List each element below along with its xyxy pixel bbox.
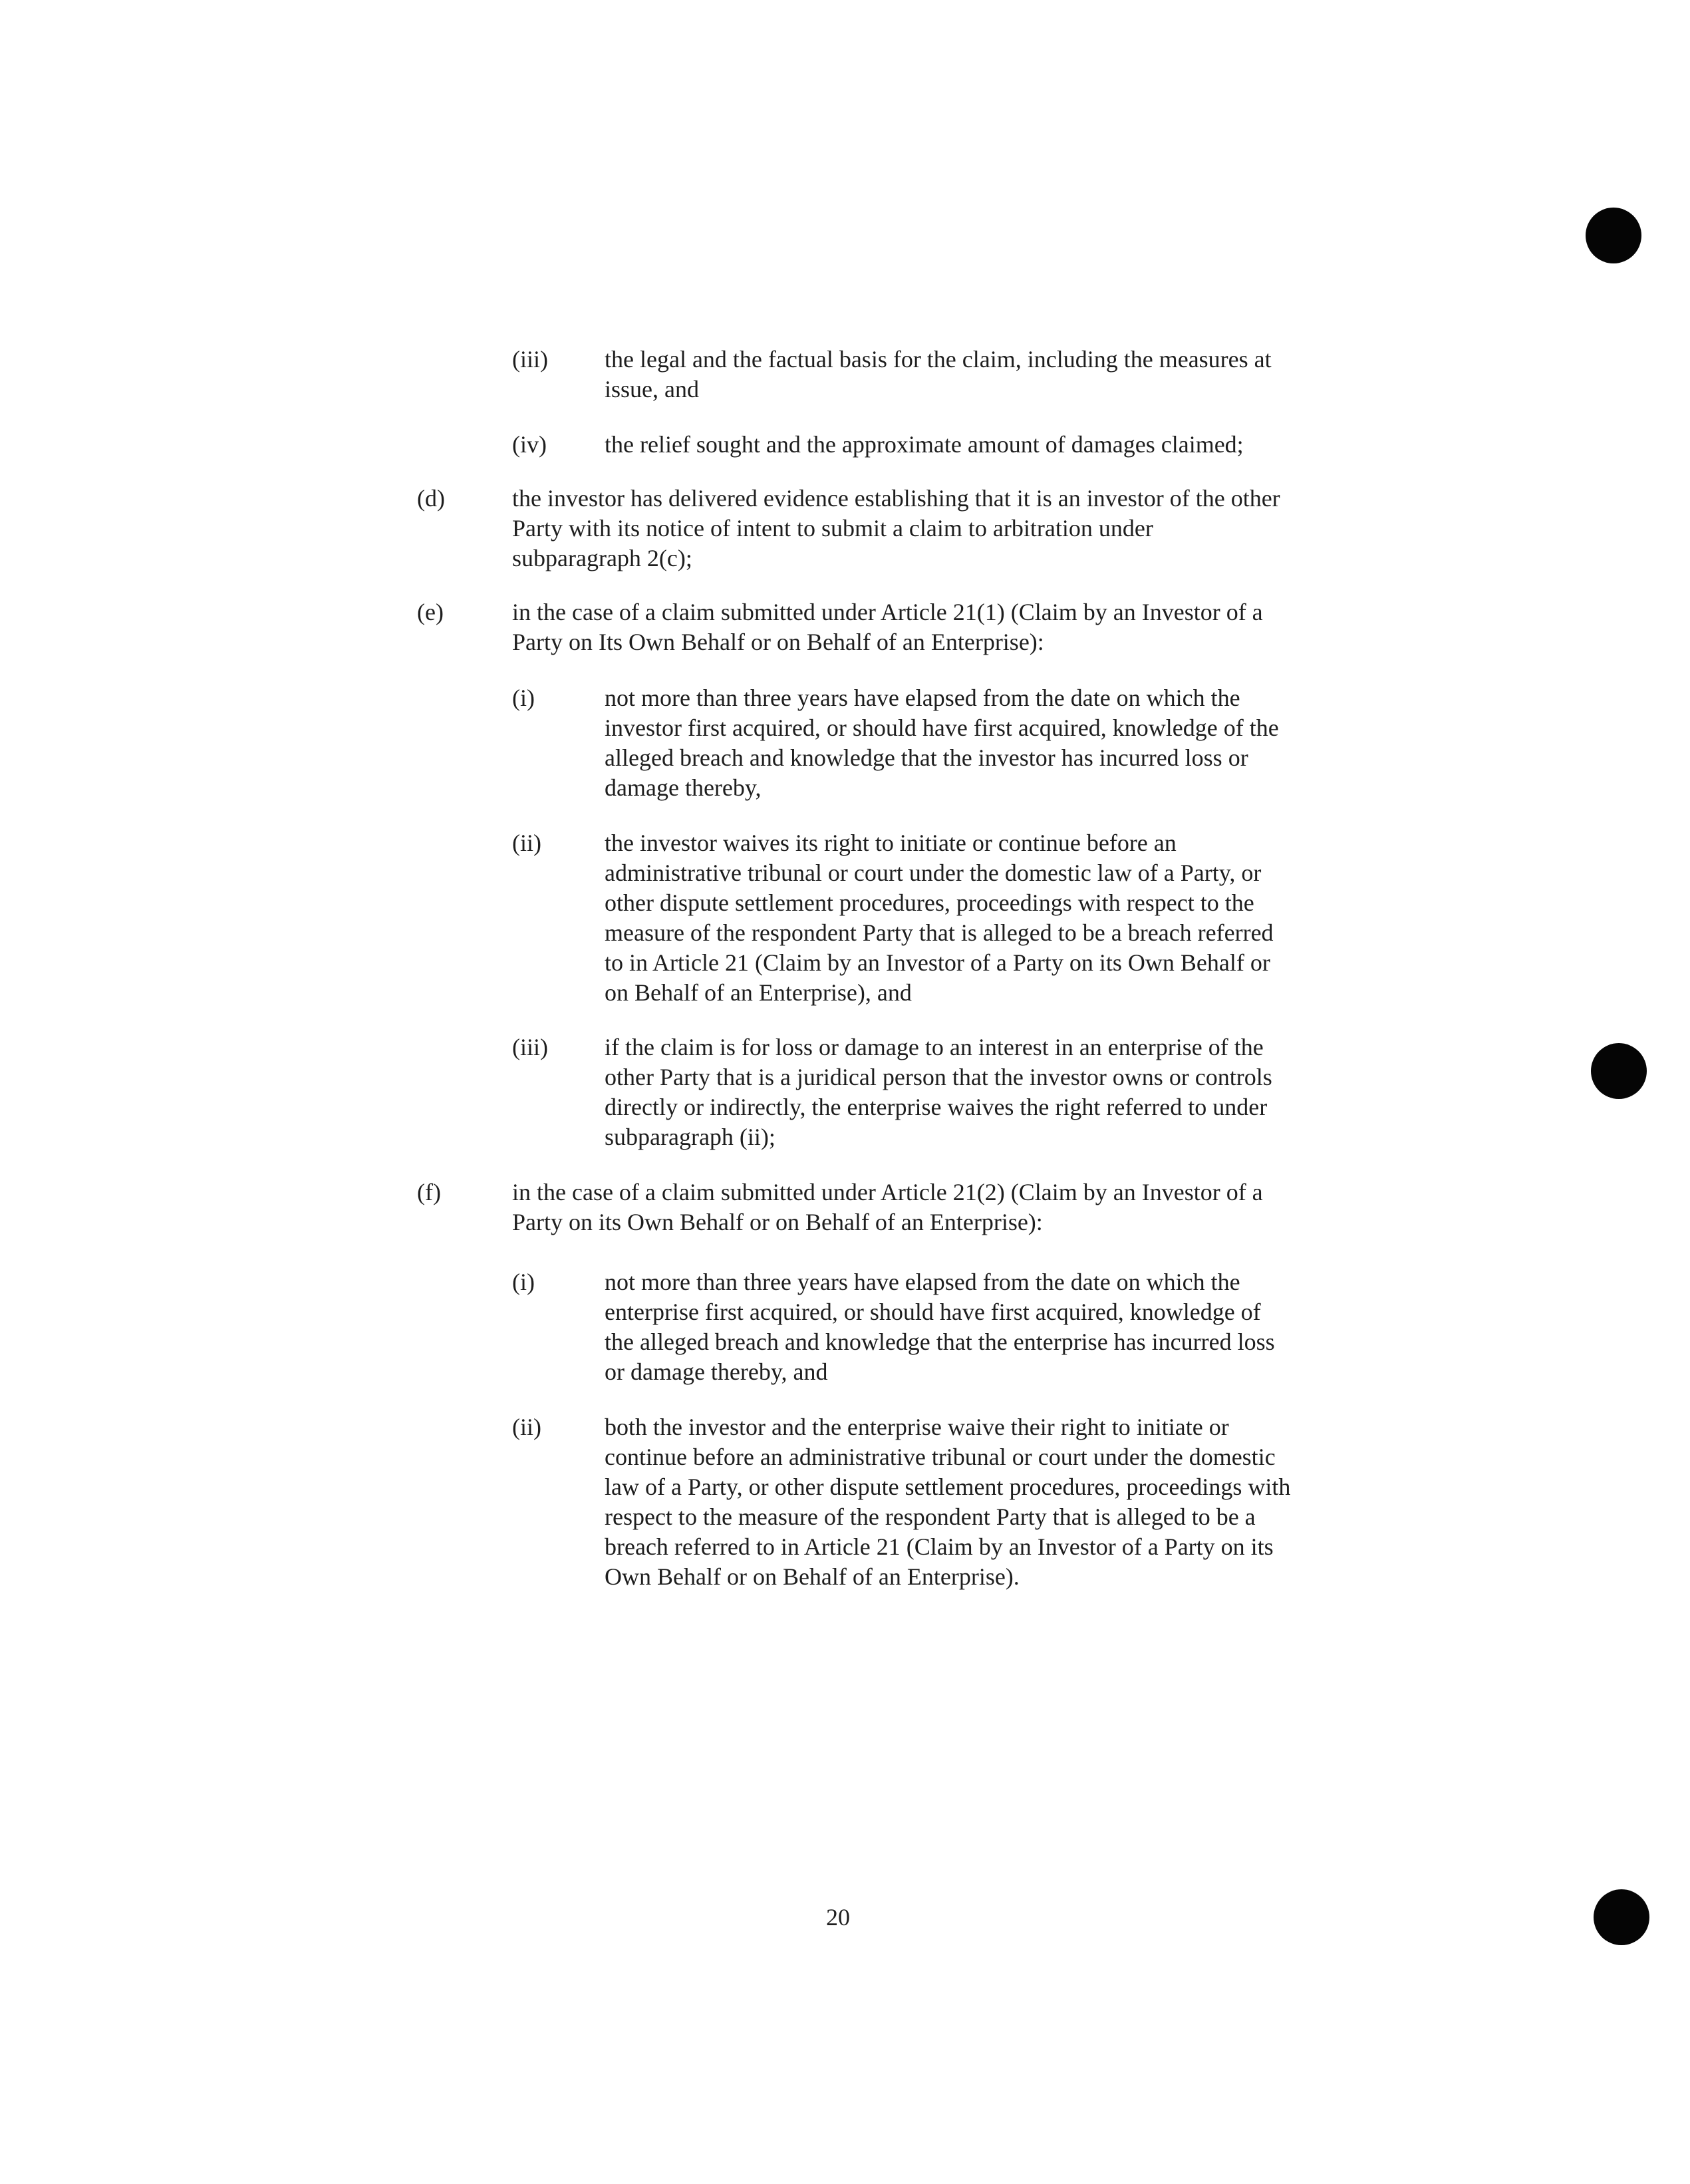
item-text: in the case of a claim submitted under Article 21(1) (Claim by an Investor of a Party on Its Own Behalf or on Behalf of an Enterprise): — [512, 599, 1263, 655]
item-label: (iv) — [512, 431, 547, 458]
punch-hole-mark — [1591, 1043, 1647, 1099]
item-text: not more than three years have elapsed from the date on which the investor first acquired, or should have first acquired, knowledge of the alleged breach and knowledge that the investor has incurred loss or damage thereby, — [605, 685, 1279, 801]
item-label: (ii) — [512, 1414, 541, 1440]
item-label: (iii) — [512, 346, 548, 373]
item-label: (e) — [417, 599, 444, 625]
item-label: (i) — [512, 685, 535, 711]
item-label: (ii) — [512, 830, 541, 856]
item-text: in the case of a claim submitted under Article 21(2) (Claim by an Investor of a Party on its Own Behalf or on Behalf of an Enterprise): — [512, 1179, 1263, 1235]
item-text: the relief sought and the approximate amount of damages claimed; — [605, 431, 1244, 458]
item-text: not more than three years have elapsed from the date on which the enterprise first acquired, or should have first acquired, knowledge of the alleged breach and knowledge that the enterprise has incurred loss or damage thereby, and — [605, 1269, 1275, 1385]
item-text: the investor waives its right to initiate or continue before an administrative tribunal or court under the domestic law of a Party, or other dispute settlement procedures, proceedings with respect to the measure of the respondent Party that is alleged to be a breach referred to in Article 21 (Claim by an Investor of a Party on its Own Behalf or on Behalf of an Enterprise), and — [605, 830, 1274, 1006]
page-number: 20 — [826, 1904, 850, 1931]
item-label: (iii) — [512, 1034, 548, 1060]
item-label: (d) — [417, 485, 445, 512]
item-label: (i) — [512, 1269, 535, 1295]
item-text: both the investor and the enterprise waive their right to initiate or continue before an administrative tribunal or court under the domestic law of a Party, or other dispute settlement procedures, proceedings with respect to the measure of the respondent Party that is alleged to be a breach referred to in Article 21 (Claim by an Investor of a Party on its Own Behalf or on Behalf of an Enterprise). — [605, 1414, 1291, 1590]
item-label: (f) — [417, 1179, 441, 1205]
punch-hole-mark — [1586, 208, 1641, 263]
item-text: if the claim is for loss or damage to an interest in an enterprise of the other Party that is a juridical person that the investor owns or controls directly or indirectly, the enterprise waives the right referred to under subparagraph (ii); — [605, 1034, 1272, 1150]
item-text: the legal and the factual basis for the claim, including the measures at issue, and — [605, 346, 1272, 402]
item-text: the investor has delivered evidence establishing that it is an investor of the other Party with its notice of intent to submit a claim to arbitration under subparagraph 2(c); — [512, 485, 1280, 571]
